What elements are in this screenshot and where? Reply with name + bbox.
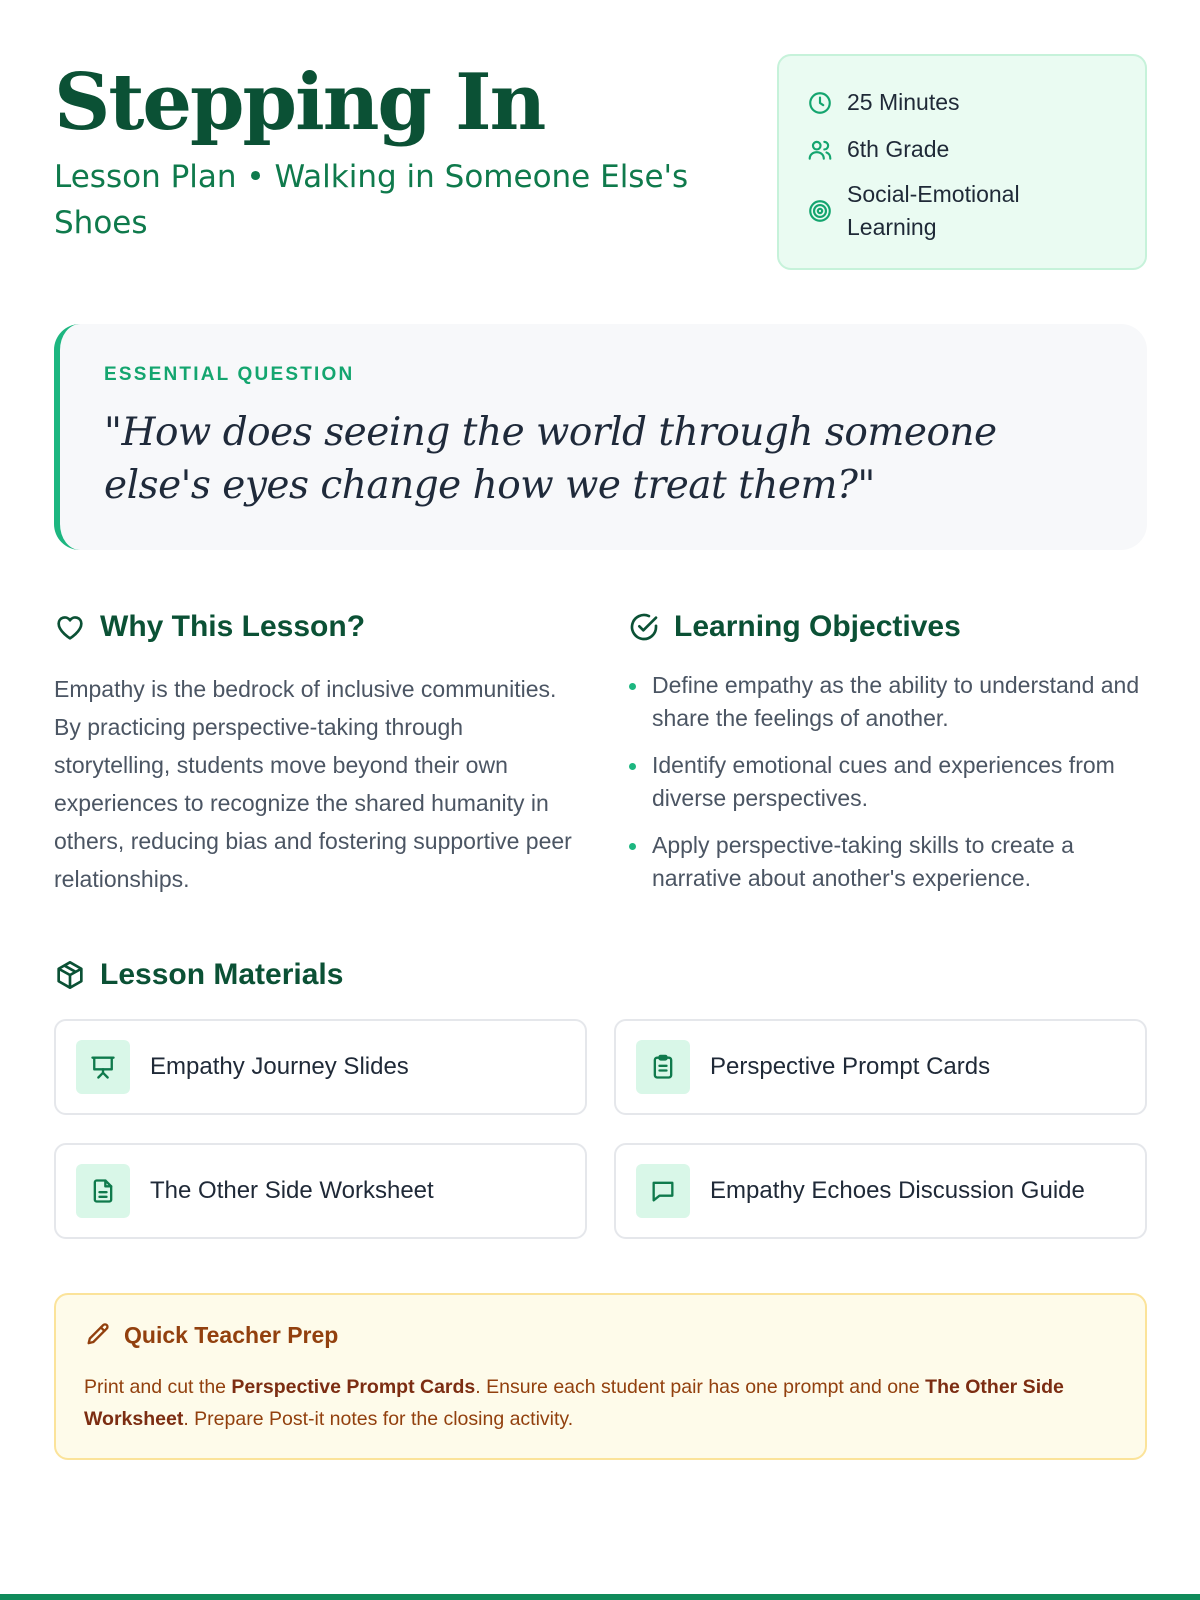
package-icon — [54, 959, 86, 991]
material-label: Perspective Prompt Cards — [710, 1053, 991, 1080]
chat-icon — [649, 1177, 677, 1205]
target-icon — [807, 198, 833, 224]
clipboard-icon — [649, 1053, 677, 1081]
teacher-prep-header — [84, 1321, 338, 1349]
prep-text-segment: Print and cut the — [84, 1376, 232, 1398]
why-body: Empathy is the bedrock of inclusive communities. By practicing perspective-taking through storytelling, students move beyond their own experiences to recognize the shared humanity in others, reducing bias and fostering supportive peer relationships. — [54, 676, 572, 892]
material-card-worksheet[interactable] — [54, 1143, 587, 1239]
teacher-prep-card — [54, 1293, 1147, 1460]
materials-heading: Lesson Materials — [100, 958, 344, 991]
material-icon-tile — [636, 1164, 690, 1218]
prep-bold-prompt-cards: Perspective Prompt Cards — [231, 1376, 476, 1398]
footer-accent-bar — [0, 1594, 1200, 1600]
check-circle-icon — [628, 611, 660, 643]
material-icon-tile — [76, 1164, 130, 1218]
prep-text-segment: . Prepare Post-it notes for the closing activity. — [183, 1408, 574, 1430]
pencil-icon — [84, 1321, 112, 1349]
presentation-icon — [89, 1053, 117, 1081]
objective-item: Identify emotional cues and experiences from diverse perspectives. — [628, 749, 1148, 815]
prep-text-segment: . Ensure each student pair has one prompt and one — [475, 1376, 926, 1398]
material-label: Empathy Journey Slides — [150, 1053, 409, 1080]
material-icon-tile — [636, 1040, 690, 1094]
users-icon — [807, 137, 833, 163]
teacher-prep-text — [84, 1371, 1114, 1435]
objectives-list — [628, 669, 1148, 909]
meta-grade-text: 6th Grade — [847, 136, 950, 162]
page-subtitle: Lesson Plan • Walking in Someone Else's Shoes — [54, 159, 689, 241]
material-label: The Other Side Worksheet — [150, 1177, 434, 1204]
document-icon — [89, 1177, 117, 1205]
meta-duration — [807, 86, 960, 119]
heart-icon — [54, 611, 86, 643]
material-label: Empathy Echoes Discussion Guide — [710, 1177, 1085, 1204]
lesson-meta-card — [777, 54, 1147, 270]
meta-subject — [807, 178, 1107, 244]
objectives-section-header — [628, 610, 961, 644]
page-title: Stepping In — [54, 57, 545, 148]
meta-duration-text: 25 Minutes — [847, 89, 960, 115]
materials-section-header — [54, 958, 343, 992]
objective-item: Apply perspective-taking skills to create a narrative about another's experience. — [628, 829, 1148, 895]
teacher-prep-heading: Quick Teacher Prep — [124, 1321, 339, 1348]
essential-question-label: ESSENTIAL QUESTION — [104, 364, 355, 385]
material-card-discussion-guide[interactable] — [614, 1143, 1147, 1239]
objectives-heading: Learning Objectives — [674, 610, 961, 643]
essential-question-quote: "How does seeing the world through someone else's eyes change how we treat them?" — [104, 410, 997, 508]
why-section-header — [54, 610, 365, 644]
prep-bold-worksheet: The Other Side Worksheet — [84, 1376, 1064, 1430]
material-card-slides[interactable] — [54, 1019, 587, 1115]
meta-grade — [807, 133, 949, 166]
objective-item: Define empathy as the ability to understand and share the feelings of another. — [628, 669, 1148, 735]
why-heading: Why This Lesson? — [100, 610, 366, 643]
material-icon-tile — [76, 1040, 130, 1094]
material-card-prompt-cards[interactable] — [614, 1019, 1147, 1115]
essential-question-card — [54, 324, 1147, 550]
meta-subject-text: Social-Emotional Learning — [847, 181, 1020, 240]
clock-icon — [807, 90, 833, 116]
